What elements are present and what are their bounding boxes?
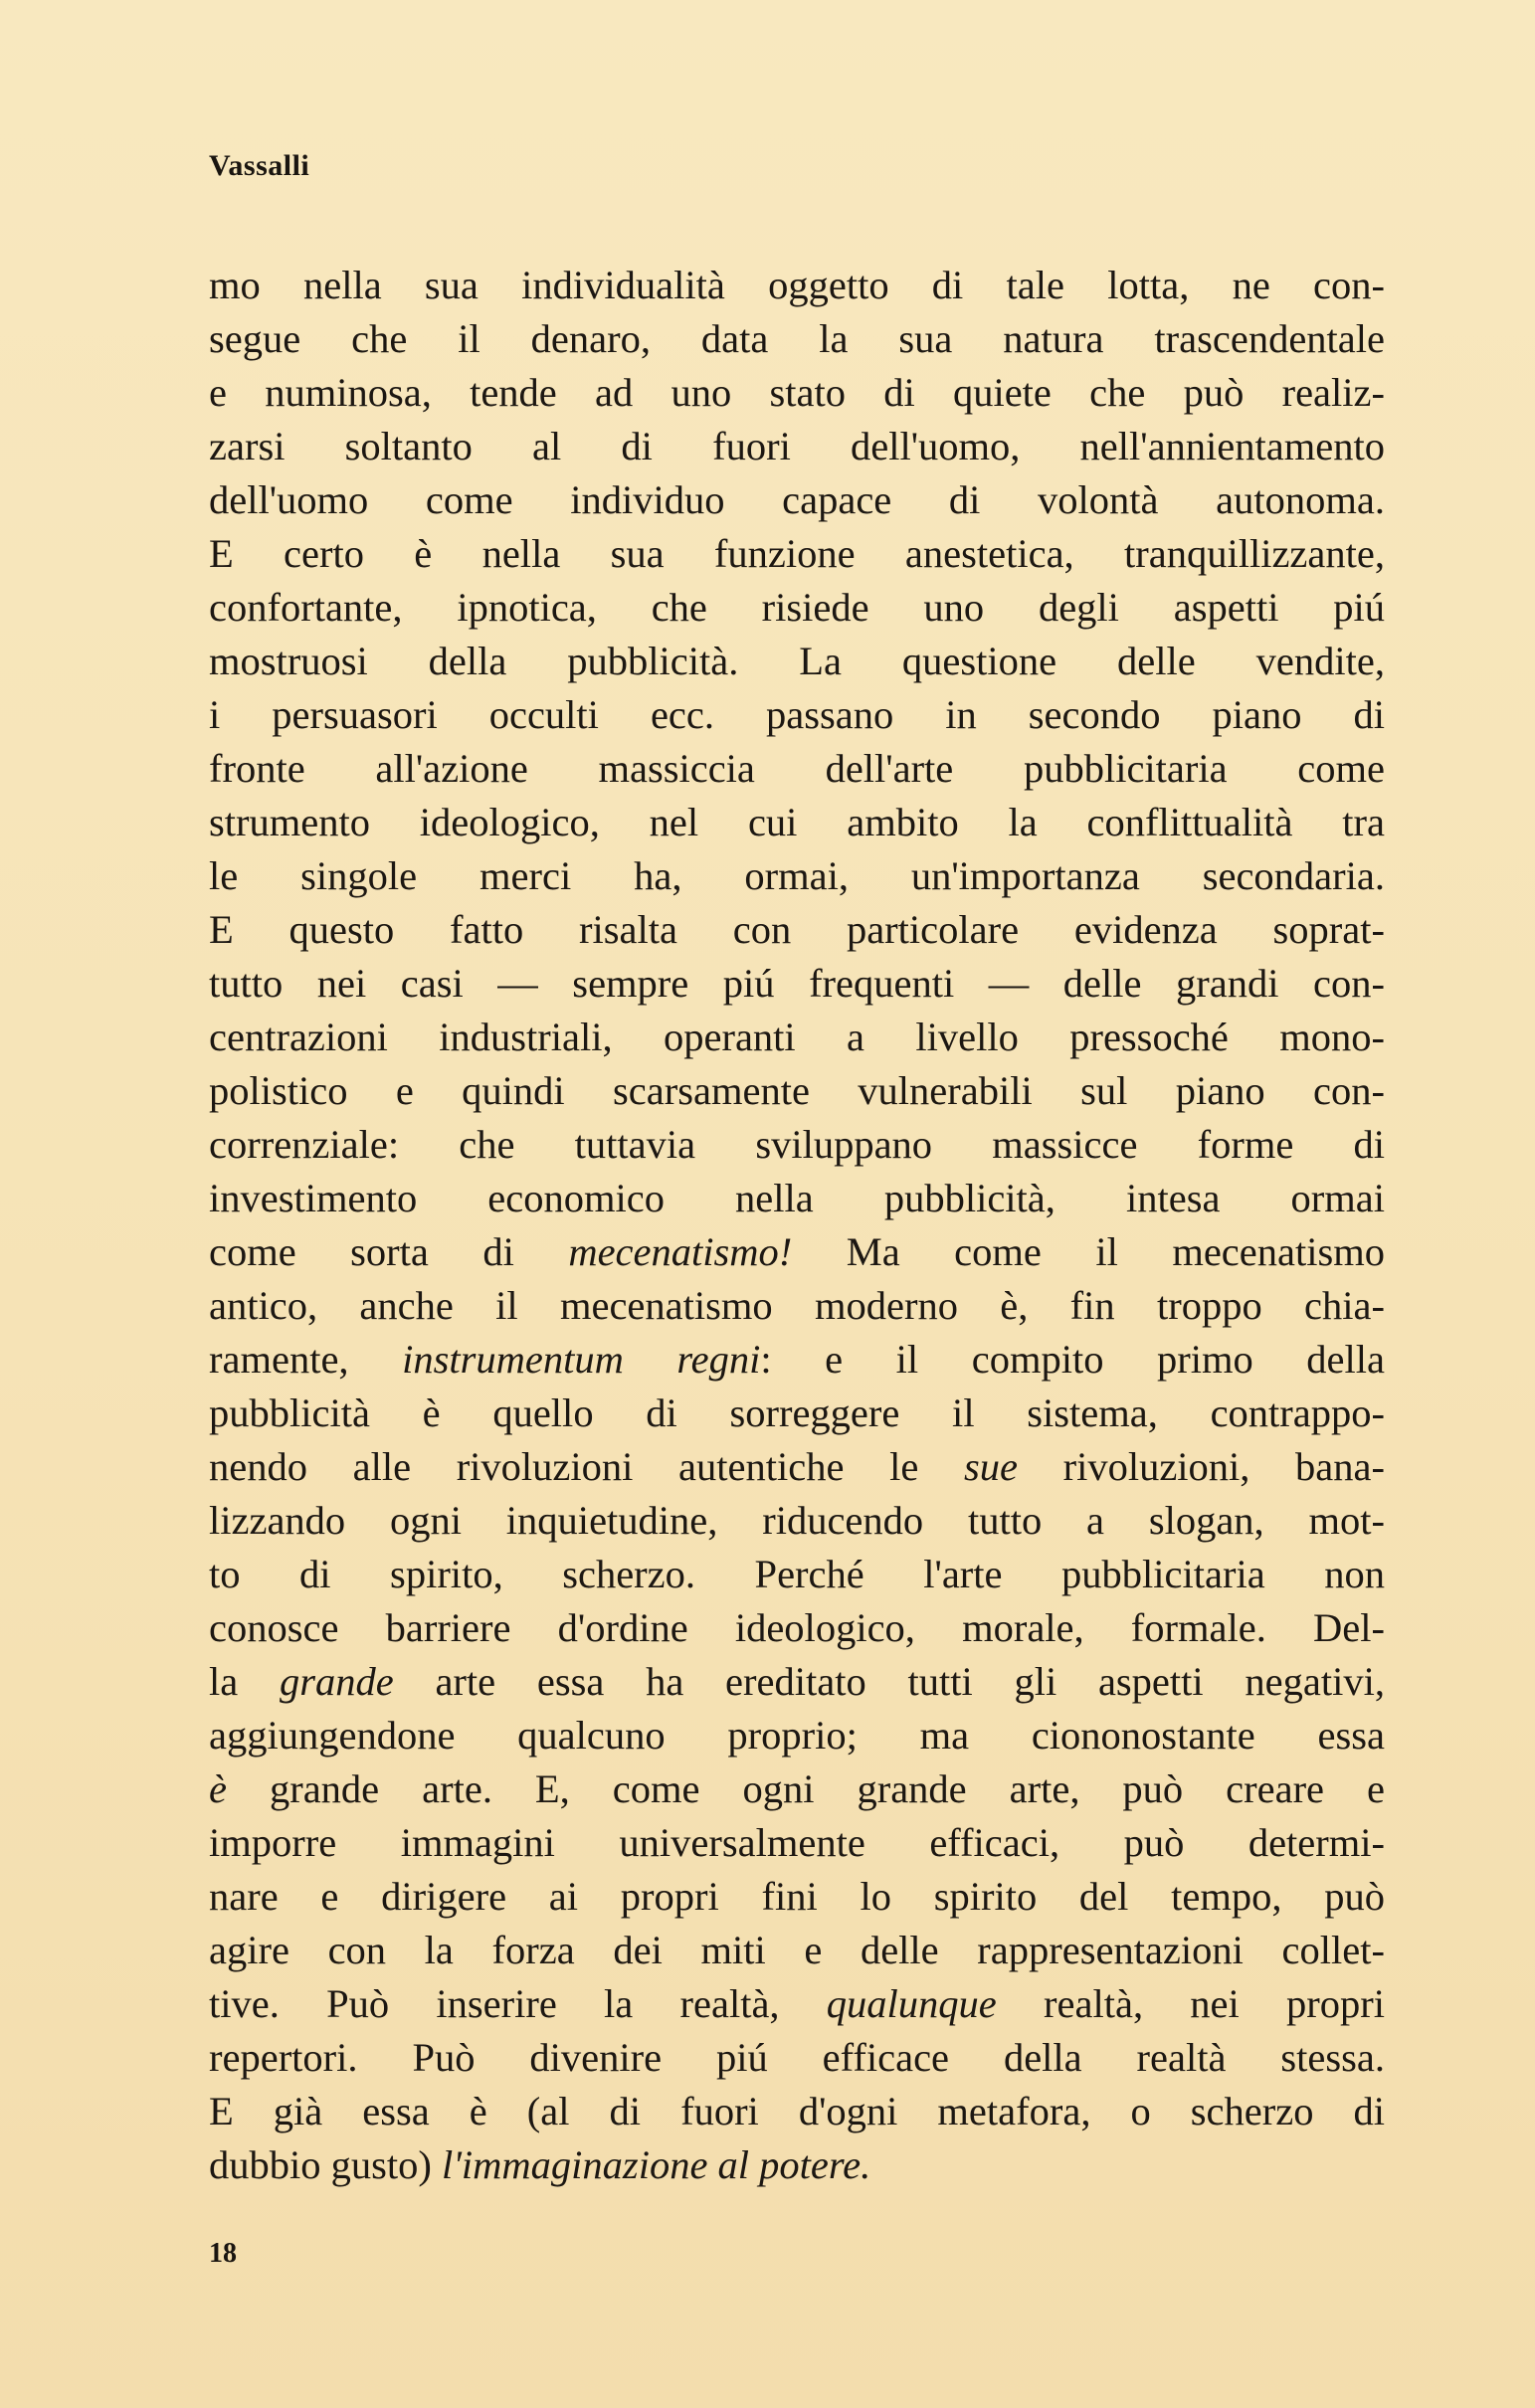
text-line — [209, 1172, 1385, 1225]
text-segment: aggiungendone qualcuno proprio; ma ciononostante essa — [209, 1713, 1385, 1758]
text-segment: repertori. Può divenire piú efficace della realtà stessa. — [209, 2035, 1385, 2080]
text-segment: realtà, nei propri — [996, 1981, 1385, 2026]
text-line — [209, 527, 1385, 581]
text-line — [209, 2138, 1385, 2192]
italic-phrase: sue — [963, 1444, 1018, 1489]
text-segment: polistico e quindi scarsamente vulnerabili sul piano con- — [209, 1068, 1385, 1113]
text-segment: tive. Può inserire la realtà, — [209, 1981, 827, 2026]
text-line — [209, 1924, 1385, 1977]
text-line — [209, 635, 1385, 688]
text-segment: tutto nei casi — sempre piú frequenti — delle grandi con- — [209, 961, 1385, 1006]
text-segment: antico, anche il mecenatismo moderno è, fin troppo chia- — [209, 1283, 1385, 1328]
text-segment: zarsi soltanto al di fuori dell'uomo, nell'annientamento — [209, 424, 1385, 468]
text-line — [209, 1011, 1385, 1064]
text-line — [209, 903, 1385, 957]
text-segment: E questo fatto risalta con particolare evidenza soprat- — [209, 907, 1385, 952]
text-segment: imporre immagini universalmente efficaci, può determi- — [209, 1820, 1385, 1865]
text-segment: mo nella sua individualità oggetto di tale lotta, ne con- — [209, 263, 1385, 307]
text-segment: nare e dirigere ai propri fini lo spirito del tempo, può — [209, 1874, 1385, 1919]
text-line — [209, 366, 1385, 420]
text-segment: grande arte. E, come ogni grande arte, può creare e — [226, 1766, 1385, 1811]
text-line — [209, 259, 1385, 312]
text-segment: arte essa ha ereditato tutti gli aspetti negativi, — [393, 1659, 1385, 1704]
text-segment: come sorta di — [209, 1229, 569, 1274]
text-segment: mostruosi della pubblicità. La questione delle vendite, — [209, 639, 1385, 683]
text-line — [209, 1870, 1385, 1924]
text-line — [209, 1279, 1385, 1333]
text-line — [209, 581, 1385, 635]
text-line — [209, 688, 1385, 742]
text-line — [209, 1709, 1385, 1762]
text-segment: to di spirito, scherzo. Perché l'arte pubblicitaria non — [209, 1552, 1385, 1596]
text-line — [209, 420, 1385, 473]
text-segment: dubbio gusto) — [209, 2142, 443, 2187]
text-line — [209, 312, 1385, 366]
text-line — [209, 2085, 1385, 2138]
text-segment: le singole merci ha, ormai, un'importanza secondaria. — [209, 853, 1385, 898]
text-line — [209, 1387, 1385, 1440]
text-segment: dell'uomo come individuo capace di volontà autonoma. — [209, 477, 1385, 522]
text-line — [209, 1977, 1385, 2031]
italic-phrase: l'immaginazione al potere. — [442, 2142, 871, 2187]
text-line — [209, 1548, 1385, 1601]
text-line — [209, 1440, 1385, 1494]
text-segment: segue che il denaro, data la sua natura trascendentale — [209, 316, 1385, 361]
italic-phrase: instrumentum regni — [402, 1337, 761, 1382]
text-line — [209, 1816, 1385, 1870]
text-line — [209, 1494, 1385, 1548]
text-line — [209, 1333, 1385, 1387]
text-segment: rivoluzioni, bana- — [1017, 1444, 1385, 1489]
text-segment: investimento economico nella pubblicità, intesa ormai — [209, 1176, 1385, 1220]
text-segment: nendo alle rivoluzioni autentiche le — [209, 1444, 964, 1489]
text-segment: E certo è nella sua funzione anestetica, tranquillizzante, — [209, 531, 1385, 576]
body-text — [209, 259, 1385, 2192]
text-segment: confortante, ipnotica, che risiede uno degli aspetti piú — [209, 585, 1385, 630]
text-segment: centrazioni industriali, operanti a livello pressoché mono- — [209, 1015, 1385, 1059]
running-header-author: Vassalli — [209, 149, 310, 182]
text-segment: E già essa è (al di fuori d'ogni metafora, o scherzo di — [209, 2089, 1385, 2133]
text-line — [209, 473, 1385, 527]
text-segment: ramente, — [209, 1337, 403, 1382]
page-number: 18 — [209, 2238, 237, 2269]
italic-phrase: qualunque — [826, 1981, 997, 2026]
text-line — [209, 1064, 1385, 1118]
text-segment: : e il compito primo della — [760, 1337, 1385, 1382]
text-line — [209, 1225, 1385, 1279]
text-segment: Ma come il mecenatismo — [792, 1229, 1385, 1274]
text-segment: e numinosa, tende ad uno stato di quiete che può realiz- — [209, 370, 1385, 415]
italic-phrase: mecenatismo! — [568, 1229, 793, 1274]
text-line — [209, 1762, 1385, 1816]
italic-phrase: grande — [279, 1659, 394, 1704]
text-line — [209, 1118, 1385, 1172]
text-line — [209, 2031, 1385, 2085]
text-segment: fronte all'azione massiccia dell'arte pubblicitaria come — [209, 746, 1385, 791]
text-line — [209, 1655, 1385, 1709]
italic-phrase: è — [209, 1766, 227, 1811]
text-segment: pubblicità è quello di sorreggere il sistema, contrappo- — [209, 1390, 1385, 1435]
text-segment: correnziale: che tuttavia sviluppano massicce forme di — [209, 1122, 1385, 1167]
text-line — [209, 796, 1385, 849]
text-segment: lizzando ogni inquietudine, riducendo tutto a slogan, mot- — [209, 1498, 1385, 1543]
text-segment: agire con la forza dei miti e delle rappresentazioni collet- — [209, 1928, 1385, 1972]
text-line — [209, 1601, 1385, 1655]
text-segment: strumento ideologico, nel cui ambito la conflittualità tra — [209, 800, 1385, 844]
text-segment: i persuasori occulti ecc. passano in secondo piano di — [209, 692, 1385, 737]
text-line — [209, 849, 1385, 903]
text-line — [209, 742, 1385, 796]
text-segment: la — [209, 1659, 280, 1704]
text-line — [209, 957, 1385, 1011]
text-segment: conosce barriere d'ordine ideologico, morale, formale. Del- — [209, 1605, 1385, 1650]
